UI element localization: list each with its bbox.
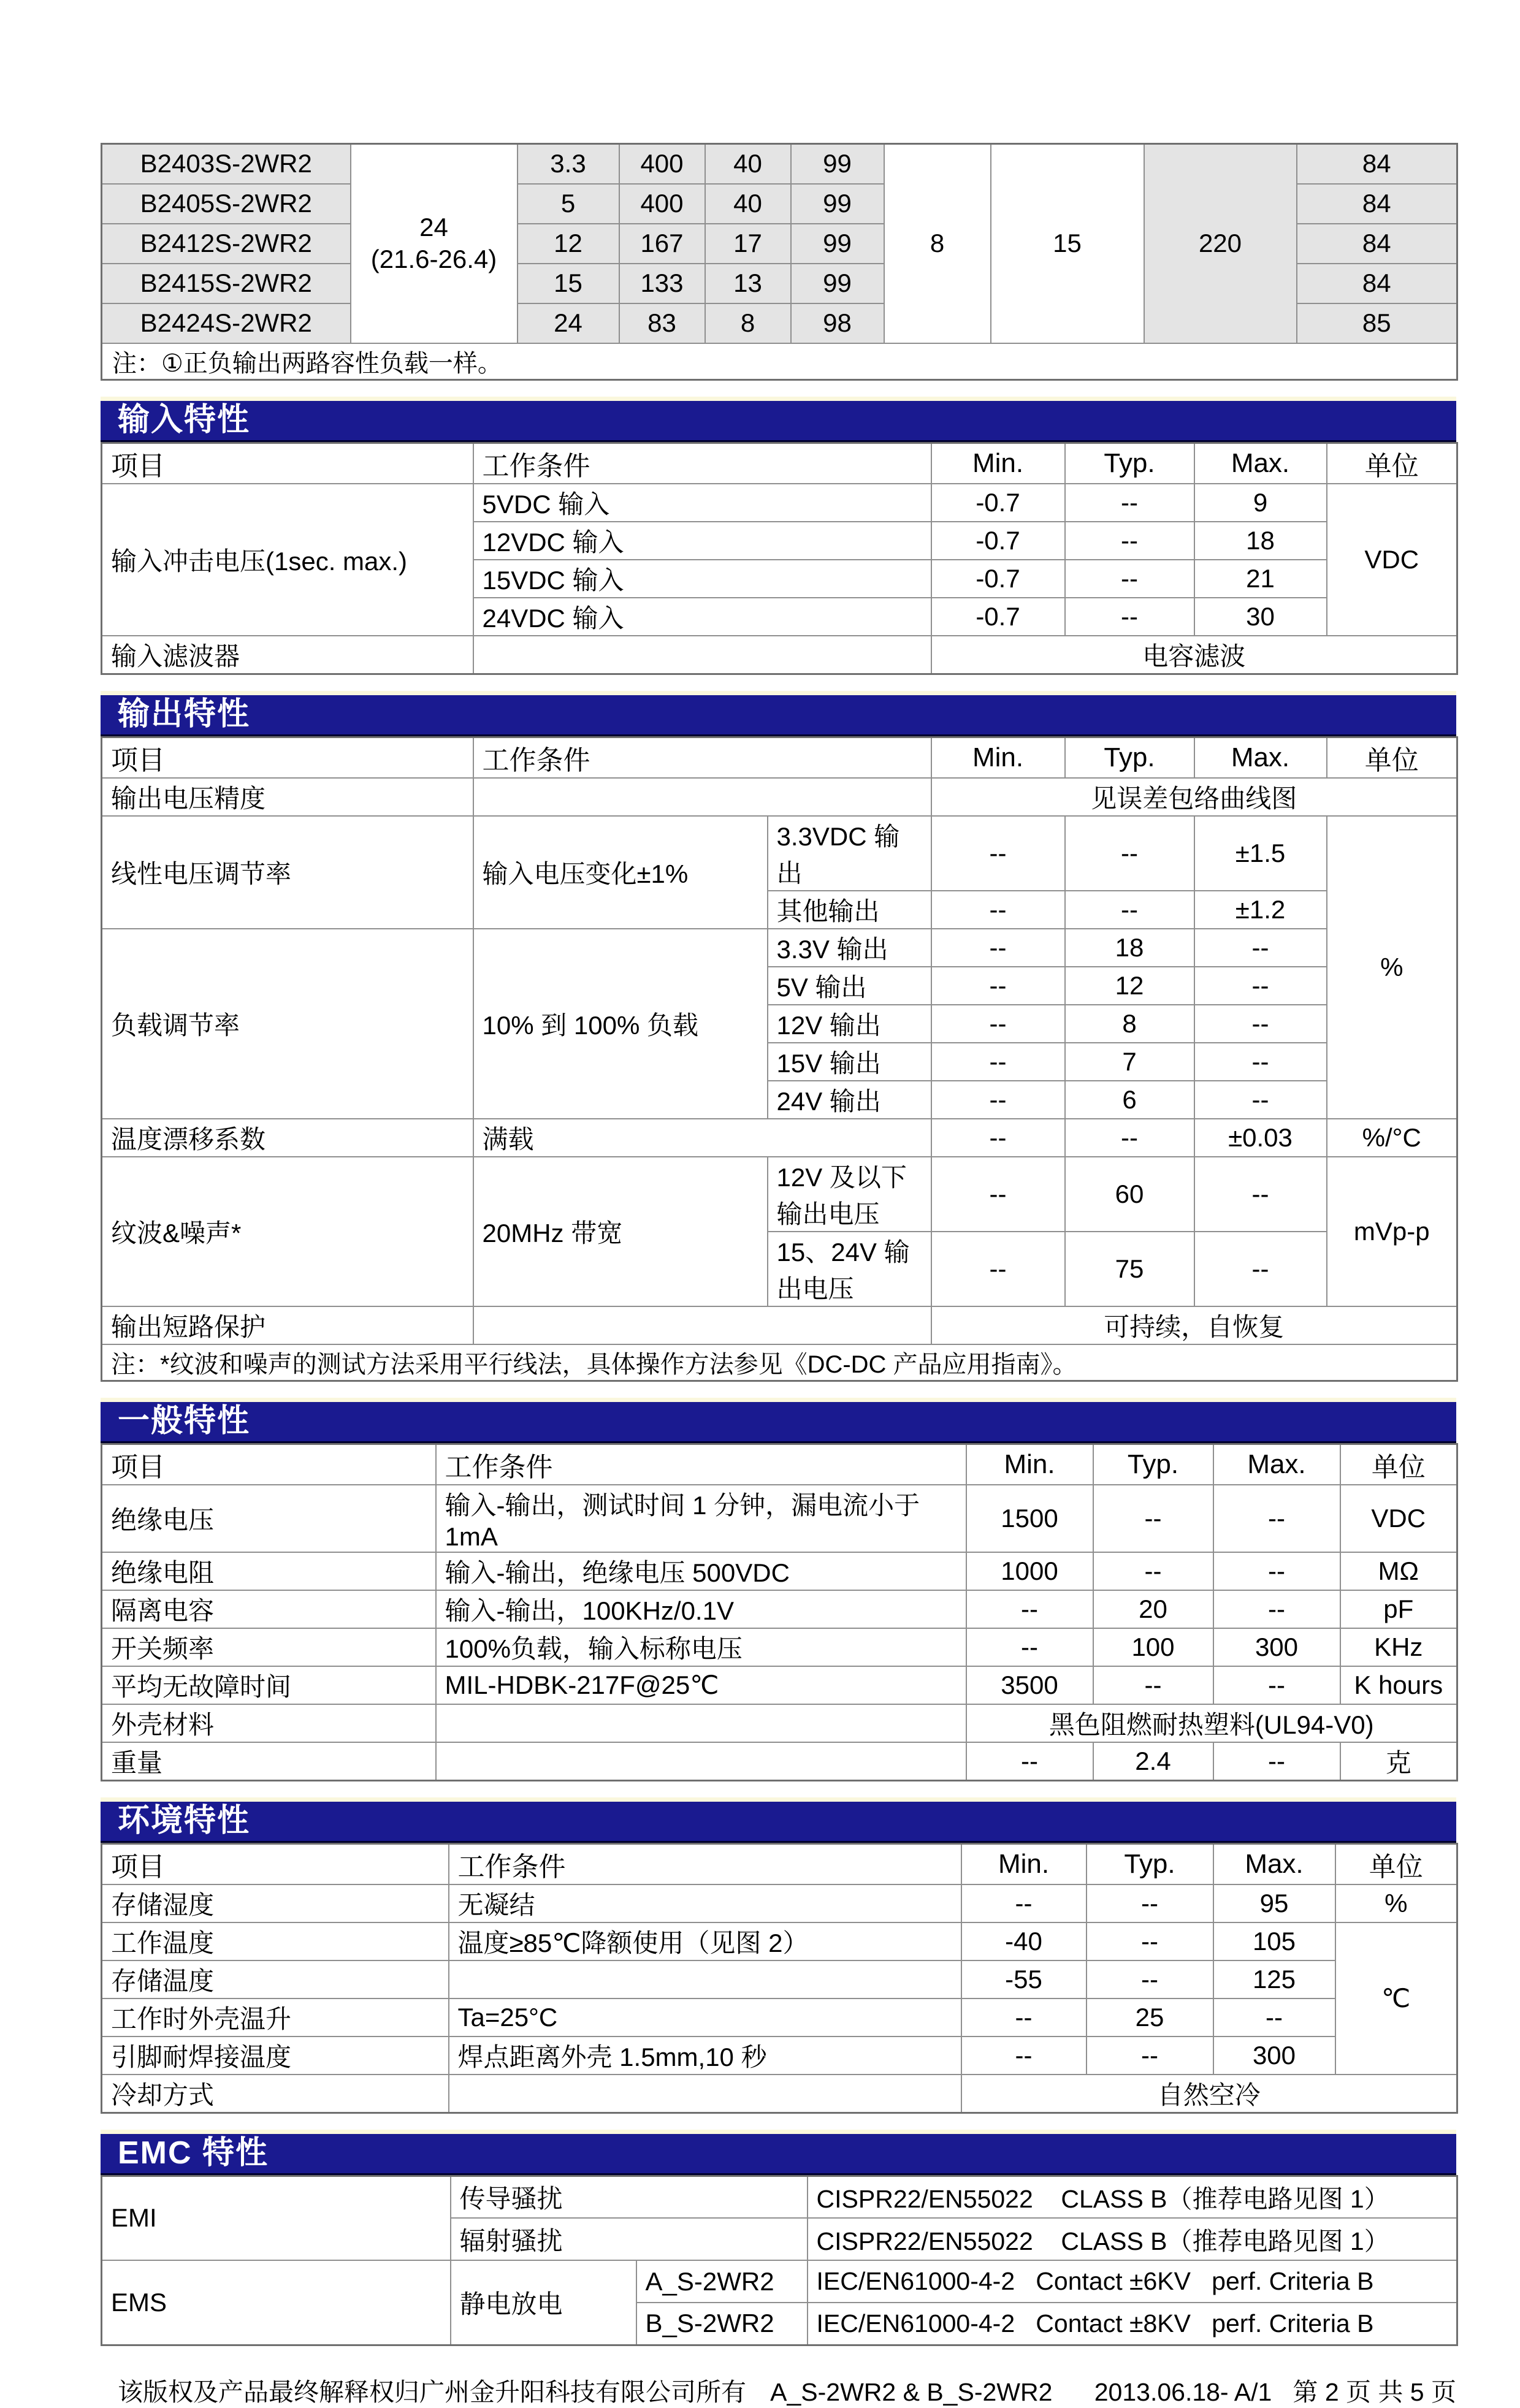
cell-typ: -- [1087,1884,1213,1922]
cell-min: -- [931,1232,1065,1306]
cell-item: 绝缘电压 [102,1485,436,1552]
col-header-typ: Typ. [1065,443,1194,484]
environment-characteristics-table [101,1843,1458,2114]
table-row [102,1704,1457,1742]
cell-item: 开关频率 [102,1628,436,1666]
cell-max: -- [1213,1590,1340,1628]
cell-iout: 133 [619,264,705,303]
cell-item: 绝缘电阻 [102,1552,436,1590]
cell-cond: 5VDC 输入 [473,484,931,522]
cell-typ: 6 [1065,1081,1194,1119]
cell-cond: 12VDC 输入 [473,522,931,560]
col-header-max: Max. [1213,1843,1335,1884]
table-row [102,778,1457,816]
cell-cond: 传导骚扰 [451,2176,808,2218]
output-table-note: 注：*纹波和噪声的测试方法采用平行线法，具体操作方法参见《DC-DC 产品应用指南》。 [102,1344,1457,1381]
cell-min: -- [961,1884,1087,1922]
cell-max: ±1.2 [1194,891,1327,929]
cell-model: B2403S-2WR2 [102,144,351,184]
cell-merged-value: 见误差包络曲线图 [931,778,1457,816]
cell-item: 温度漂移系数 [102,1119,473,1157]
table-row [102,1922,1457,1960]
cell-max: -- [1194,1081,1327,1119]
cell-typ: 7 [1065,1043,1194,1081]
table-row [102,1485,1457,1552]
output-characteristics-table [101,736,1458,1382]
cell-min: -0.7 [931,598,1065,636]
cell-cond: 输入-输出，100KHz/0.1V [436,1590,966,1628]
cell-c6: 99 [791,224,884,264]
cell-max: ±1.5 [1194,816,1327,891]
cell-series: B_S-2WR2 [636,2303,808,2345]
cell-item: 隔离电容 [102,1590,436,1628]
cell-subcond: 其他输出 [768,891,931,929]
cell-unit: 克 [1340,1742,1457,1781]
cell-unit: mVp-p [1327,1157,1457,1306]
header-row [102,443,1457,484]
cell-standard: CISPR22/EN55022 CLASS B（推荐电路见图 1） [808,2218,1457,2260]
cell-merged-value: 电容滤波 [931,636,1457,674]
cell-max: 18 [1194,522,1327,560]
cell-cond: MIL-HDBK-217F@25℃ [436,1666,966,1704]
emc-characteristics-table [101,2175,1458,2346]
cell-max: 21 [1194,560,1327,598]
header-row [102,1843,1457,1884]
cell-typ: 20 [1093,1590,1213,1628]
cell-max: -- [1213,1998,1335,2037]
cell-vout: 12 [517,224,619,264]
page-footer [101,2372,1456,2408]
cell-unit: VDC [1327,484,1457,636]
cell-unit: MΩ [1340,1552,1457,1590]
model-spec-table [101,143,1458,381]
cell-c10: 84 [1297,224,1457,264]
footer-copyright: 该版权及产品最终解释权归广州金升阳科技有限公司所有 [118,2377,746,2406]
cell-c5: 13 [705,264,791,303]
cell-model: B2412S-2WR2 [102,224,351,264]
table-row [102,2176,1457,2218]
cell-min: -- [931,1043,1065,1081]
cell-c6: 99 [791,184,884,224]
cell-unit: % [1327,816,1457,1119]
cell-max: -- [1213,1666,1340,1704]
table-row [102,2037,1457,2075]
table-row [102,1998,1457,2037]
cell-item: 纹波&噪声* [102,1157,473,1306]
header-row [102,737,1457,778]
input-voltage-nominal: 24 [419,212,448,242]
table-row [102,1552,1457,1590]
cell-max: -- [1213,1742,1340,1781]
cell-cond: 无凝结 [449,1884,961,1922]
table-row [102,1960,1457,1998]
cell-item: 线性电压调节率 [102,816,473,929]
cell-max: 300 [1213,1628,1340,1666]
spec-row [102,144,1457,184]
cell-max: 95 [1213,1884,1335,1922]
section-bar-emc: EMC 特性 [101,2130,1456,2175]
cell-max: ±0.03 [1194,1119,1327,1157]
cell-max: -- [1194,1157,1327,1232]
cell-item: 输入冲击电压(1sec. max.) [102,484,473,636]
cell-unit: %/°C [1327,1119,1457,1157]
cell-item: 重量 [102,1742,436,1781]
cell-max: -- [1194,1005,1327,1043]
cell-min: -- [966,1742,1093,1781]
col-header-unit: 单位 [1340,1444,1457,1485]
cell-typ: -- [1093,1485,1213,1552]
cell-min: -- [966,1628,1093,1666]
cell-max: -- [1194,1043,1327,1081]
cell-c10: 85 [1297,303,1457,343]
cell-min: -- [931,929,1065,967]
cell-model: B2415S-2WR2 [102,264,351,303]
cell-subcond: 5V 输出 [768,967,931,1005]
cell-typ: 18 [1065,929,1194,967]
col-header-item: 项目 [102,1444,436,1485]
cell-min: -- [931,891,1065,929]
cell-cond: 输入-输出，绝缘电压 500VDC [436,1552,966,1590]
cell-item: 外壳材料 [102,1704,436,1742]
cell-c6: 98 [791,303,884,343]
cell-item: 输入滤波器 [102,636,473,674]
general-characteristics-table [101,1443,1458,1781]
col-header-unit: 单位 [1335,1843,1457,1884]
input-voltage-range: (21.6-26.4) [370,245,497,274]
col-header-min: Min. [961,1843,1087,1884]
cell-subcond: 3.3VDC 输出 [768,816,931,891]
table-row [102,1628,1457,1666]
cell-min: -- [931,1081,1065,1119]
cell-min: -0.7 [931,522,1065,560]
cell-c6: 99 [791,264,884,303]
input-characteristics-table [101,442,1458,675]
cell-c5: 40 [705,144,791,184]
cell-cond: 输入电压变化±1% [473,816,768,929]
cell-min: 3500 [966,1666,1093,1704]
table-row [102,1666,1457,1704]
cell-standard: IEC/EN61000-4-2 Contact ±8KV perf. Criteria B [808,2303,1457,2345]
cell-series: A_S-2WR2 [636,2260,808,2303]
cell-cond-empty [449,2075,961,2113]
cell-typ: -- [1065,891,1194,929]
header-row [102,1444,1457,1485]
cell-cond: Ta=25°C [449,1998,961,2037]
cell-unit: % [1335,1884,1457,1922]
cell-typ: -- [1065,598,1194,636]
col-header-unit: 单位 [1327,443,1457,484]
cell-typ: 25 [1087,1998,1213,2037]
table-row [102,1884,1457,1922]
cell-max: 300 [1213,2037,1335,2075]
table-row [102,2260,1457,2303]
cell-typ: -- [1065,522,1194,560]
cell-item: 存储温度 [102,1960,449,1998]
cell-max: -- [1213,1552,1340,1590]
cell-typ: 2.4 [1093,1742,1213,1781]
cell-max: 30 [1194,598,1327,636]
col-header-cond: 工作条件 [473,443,931,484]
section-bar-input: 输入特性 [101,397,1456,442]
cell-vout: 5 [517,184,619,224]
cell-typ: 100 [1093,1628,1213,1666]
cell-typ: 8 [1065,1005,1194,1043]
cell-min: 1000 [966,1552,1093,1590]
table-row [102,1119,1457,1157]
cell-min: -- [931,1005,1065,1043]
cell-typ: -- [1093,1552,1213,1590]
cell-min: -- [931,1119,1065,1157]
cell-c10: 84 [1297,264,1457,303]
table-row [102,636,1457,674]
cell-min: -- [931,816,1065,891]
cell-cond: 100%负载，输入标称电压 [436,1628,966,1666]
cell-cond: 温度≥85℃降额使用（见图 2） [449,1922,961,1960]
cell-typ: -- [1087,1922,1213,1960]
cell-min: -0.7 [931,484,1065,522]
cell-input-voltage [351,144,517,343]
cell-cond: 满载 [473,1119,931,1157]
cell-standard: IEC/EN61000-4-2 Contact ±6KV perf. Criteria B [808,2260,1457,2303]
footer-page-info: A_S-2WR2 & B_S-2WR2 2013.06.18- A/1 第 2 页 共 5 页 [770,2377,1456,2406]
cell-subcond: 3.3V 输出 [768,929,931,967]
table-row [102,929,1457,967]
cell-min: -- [966,1590,1093,1628]
cell-item: 工作时外壳温升 [102,1998,449,2037]
cell-unit: KHz [1340,1628,1457,1666]
cell-c6: 99 [791,144,884,184]
cell-max: -- [1213,1485,1340,1552]
table-row [102,1157,1457,1232]
section-bar-environment: 环境特性 [101,1797,1456,1843]
cell-cond: 输入-输出，测试时间 1 分钟，漏电流小于 1mA [436,1485,966,1552]
cell-cond: 24VDC 输入 [473,598,931,636]
cell-subcond: 15、24V 输出电压 [768,1232,931,1306]
cell-typ: -- [1093,1666,1213,1704]
cell-max: 105 [1213,1922,1335,1960]
cell-min: -- [931,967,1065,1005]
note-row [102,343,1457,380]
cell-cond-empty [473,636,931,674]
cell-c5: 17 [705,224,791,264]
col-header-min: Min. [966,1444,1093,1485]
cell-iout: 400 [619,144,705,184]
cell-cond-empty [436,1742,966,1781]
col-header-min: Min. [931,737,1065,778]
cell-min: -- [961,2037,1087,2075]
col-header-item: 项目 [102,737,473,778]
cell-iout: 83 [619,303,705,343]
cell-max: -- [1194,929,1327,967]
cell-cond-empty [473,778,931,816]
cell-subcond: 12V 及以下输出电压 [768,1157,931,1232]
cell-typ: 12 [1065,967,1194,1005]
section-bar-general: 一般特性 [101,1398,1456,1443]
cell-typ: -- [1065,560,1194,598]
cell-typ: -- [1065,816,1194,891]
cell-merged-value: 黑色阻燃耐热塑料(UL94-V0) [966,1704,1457,1742]
col-header-cond: 工作条件 [436,1444,966,1485]
cell-typ: -- [1065,484,1194,522]
cell-typ: 75 [1065,1232,1194,1306]
cell-cond: 10% 到 100% 负载 [473,929,768,1119]
cell-cond: 20MHz 带宽 [473,1157,768,1306]
table-row [102,2075,1457,2113]
col-header-min: Min. [931,443,1065,484]
cell-vout: 15 [517,264,619,303]
cell-max: 9 [1194,484,1327,522]
cell-c10: 84 [1297,184,1457,224]
cell-item: 引脚耐焊接温度 [102,2037,449,2075]
cell-typ: -- [1087,1960,1213,1998]
cell-merged-c7: 8 [884,144,991,343]
table-row [102,484,1457,522]
section-bar-output: 输出特性 [101,691,1456,736]
cell-min: 1500 [966,1485,1093,1552]
cell-vout: 24 [517,303,619,343]
cell-iout: 400 [619,184,705,224]
cell-cond: 辐射骚扰 [451,2218,808,2260]
col-header-max: Max. [1194,737,1327,778]
cell-merged-value: 可持续，自恢复 [931,1306,1457,1344]
col-header-cond: 工作条件 [473,737,931,778]
cell-subcond: 24V 输出 [768,1081,931,1119]
cell-c10: 84 [1297,144,1457,184]
table-row [102,816,1457,891]
cell-max: 125 [1213,1960,1335,1998]
cell-item: 输出电压精度 [102,778,473,816]
cell-item: EMS [102,2260,451,2345]
cell-unit: K hours [1340,1666,1457,1704]
col-header-unit: 单位 [1327,737,1457,778]
col-header-item: 项目 [102,443,473,484]
table-row [102,1742,1457,1781]
cell-c5: 40 [705,184,791,224]
col-header-typ: Typ. [1087,1843,1213,1884]
cell-typ: -- [1065,1119,1194,1157]
col-header-max: Max. [1213,1444,1340,1485]
cell-merged-c9: 220 [1144,144,1297,343]
cell-min: -55 [961,1960,1087,1998]
cell-cond-empty [473,1306,931,1344]
col-header-item: 项目 [102,1843,449,1884]
cell-typ: 60 [1065,1157,1194,1232]
cell-cond [449,1960,961,1998]
cell-cond: 15VDC 输入 [473,560,931,598]
cell-typ: -- [1087,2037,1213,2075]
cell-item: 工作温度 [102,1922,449,1960]
spec-table-note: 注：①正负输出两路容性负载一样。 [102,343,1457,380]
cell-cond-empty [436,1704,966,1742]
cell-standard: CISPR22/EN55022 CLASS B（推荐电路见图 1） [808,2176,1457,2218]
cell-min: -- [961,1998,1087,2037]
cell-model: B2424S-2WR2 [102,303,351,343]
cell-unit: ℃ [1335,1922,1457,2075]
table-row [102,1590,1457,1628]
cell-merged-value: 自然空冷 [961,2075,1457,2113]
cell-c5: 8 [705,303,791,343]
cell-item: 冷却方式 [102,2075,449,2113]
cell-item: 负载调节率 [102,929,473,1119]
col-header-typ: Typ. [1093,1444,1213,1485]
cell-max: -- [1194,967,1327,1005]
cell-item: 平均无故障时间 [102,1666,436,1704]
cell-vout: 3.3 [517,144,619,184]
col-header-max: Max. [1194,443,1327,484]
cell-iout: 167 [619,224,705,264]
cell-cond: 静电放电 [451,2260,636,2345]
cell-unit: pF [1340,1590,1457,1628]
cell-min: -0.7 [931,560,1065,598]
col-header-typ: Typ. [1065,737,1194,778]
note-row [102,1344,1457,1381]
table-row [102,1306,1457,1344]
cell-subcond: 15V 输出 [768,1043,931,1081]
cell-min: -- [931,1157,1065,1232]
cell-item: 存储湿度 [102,1884,449,1922]
cell-subcond: 12V 输出 [768,1005,931,1043]
cell-merged-c8: 15 [991,144,1144,343]
cell-item: 输出短路保护 [102,1306,473,1344]
cell-model: B2405S-2WR2 [102,184,351,224]
cell-max: -- [1194,1232,1327,1306]
cell-min: -40 [961,1922,1087,1960]
cell-unit: VDC [1340,1485,1457,1552]
col-header-cond: 工作条件 [449,1843,961,1884]
cell-item: EMI [102,2176,451,2260]
cell-cond: 焊点距离外壳 1.5mm,10 秒 [449,2037,961,2075]
